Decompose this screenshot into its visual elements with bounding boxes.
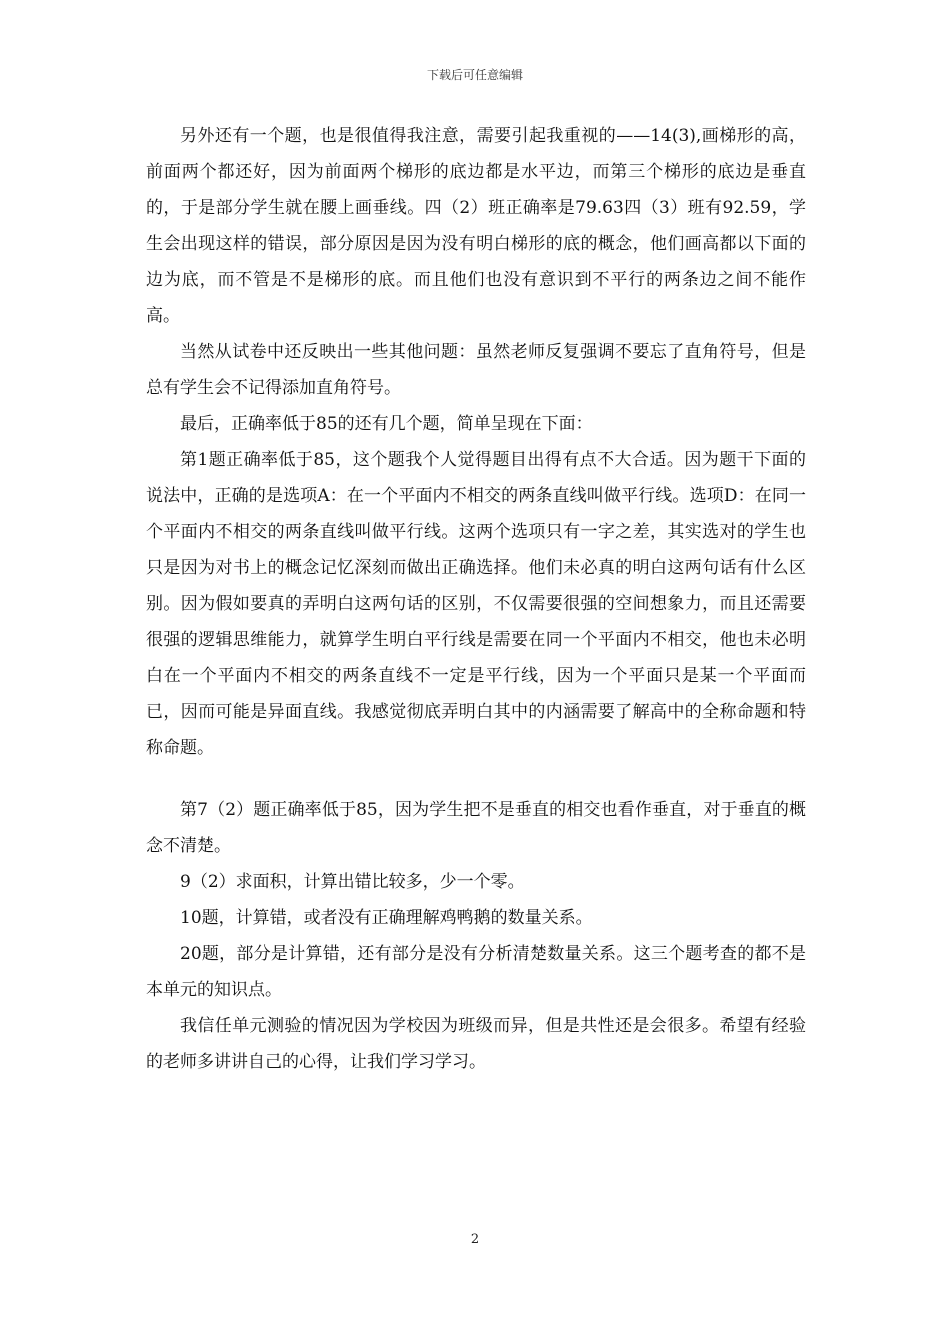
paragraph-trapezoid-height: 另外还有一个题，也是很值得我注意，需要引起我重视的——14(3),画梯形的高，前面两个都还好，因为前面两个梯形的底边都是水平边，而第三个梯形的底边是垂直的，于是部分学生就在腰上画垂线。四（2）班正确率是79.63四（3）班有92.59，学生会出现这样的错误，部分原因是因为没有明白梯形的底的概念，他们画高都以下面的边为底，而不管是不是梯形的底。而且他们也没有意识到不平行的两条边之间不能作高。 xyxy=(146,126,806,326)
paragraph-below-85-intro: 最后，正确率低于85的还有几个题，简单呈现在下面： xyxy=(180,414,593,434)
paragraph-question-9-2: 9（2）求面积，计算出错比较多，少一个零。 xyxy=(180,872,525,892)
page-header: 下载后可任意编辑 xyxy=(426,68,523,82)
paragraph-right-angle-symbol: 当然从试卷中还反映出一些其他问题：虽然老师反复强调不要忘了直角符号，但是总有学生会不记得添加直角符号。 xyxy=(146,342,806,398)
document-body xyxy=(146,118,806,1080)
paragraph-gap xyxy=(146,766,806,792)
paragraph-question-10: 10题，计算错，或者没有正确理解鸡鸭鹅的数量关系。 xyxy=(180,908,593,928)
paragraph-question-7-2: 第7（2）题正确率低于85，因为学生把不是垂直的相交也看作垂直，对于垂直的概念不清楚。 xyxy=(146,800,806,856)
paragraph-question-1: 第1题正确率低于85，这个题我个人觉得题目出得有点不大合适。因为题干下面的说法中，正确的是选项A：在一个平面内不相交的两条直线叫做平行线。选项D：在同一个平面内不相交的两条直线叫做平行线。这两个选项只有一字之差，其实选对的学生也只是因为对书上的概念记忆深刻而做出正确选择。他们未必真的明白这两句话有什么区别。因为假如要真的弄明白这两句话的区别，不仅需要很强的空间想象力，而且还需要很强的逻辑思维能力，就算学生明白平行线是需要在同一个平面内不相交，他也未必明白在一个平面内不相交的两条直线不一定是平行线，因为一个平面只是某一个平面而已，因而可能是异面直线。我感觉彻底弄明白其中的内涵需要了解高中的全称命题和特称命题。 xyxy=(146,450,806,758)
paragraph-conclusion: 我信任单元测验的情况因为学校因为班级而异，但是共性还是会很多。希望有经验的老师多讲讲自己的心得，让我们学习学习。 xyxy=(146,1016,806,1072)
page-number: 2 xyxy=(470,1232,480,1247)
paragraph-question-20: 20题，部分是计算错，还有部分是没有分析清楚数量关系。这三个题考查的都不是本单元的知识点。 xyxy=(146,944,806,1000)
